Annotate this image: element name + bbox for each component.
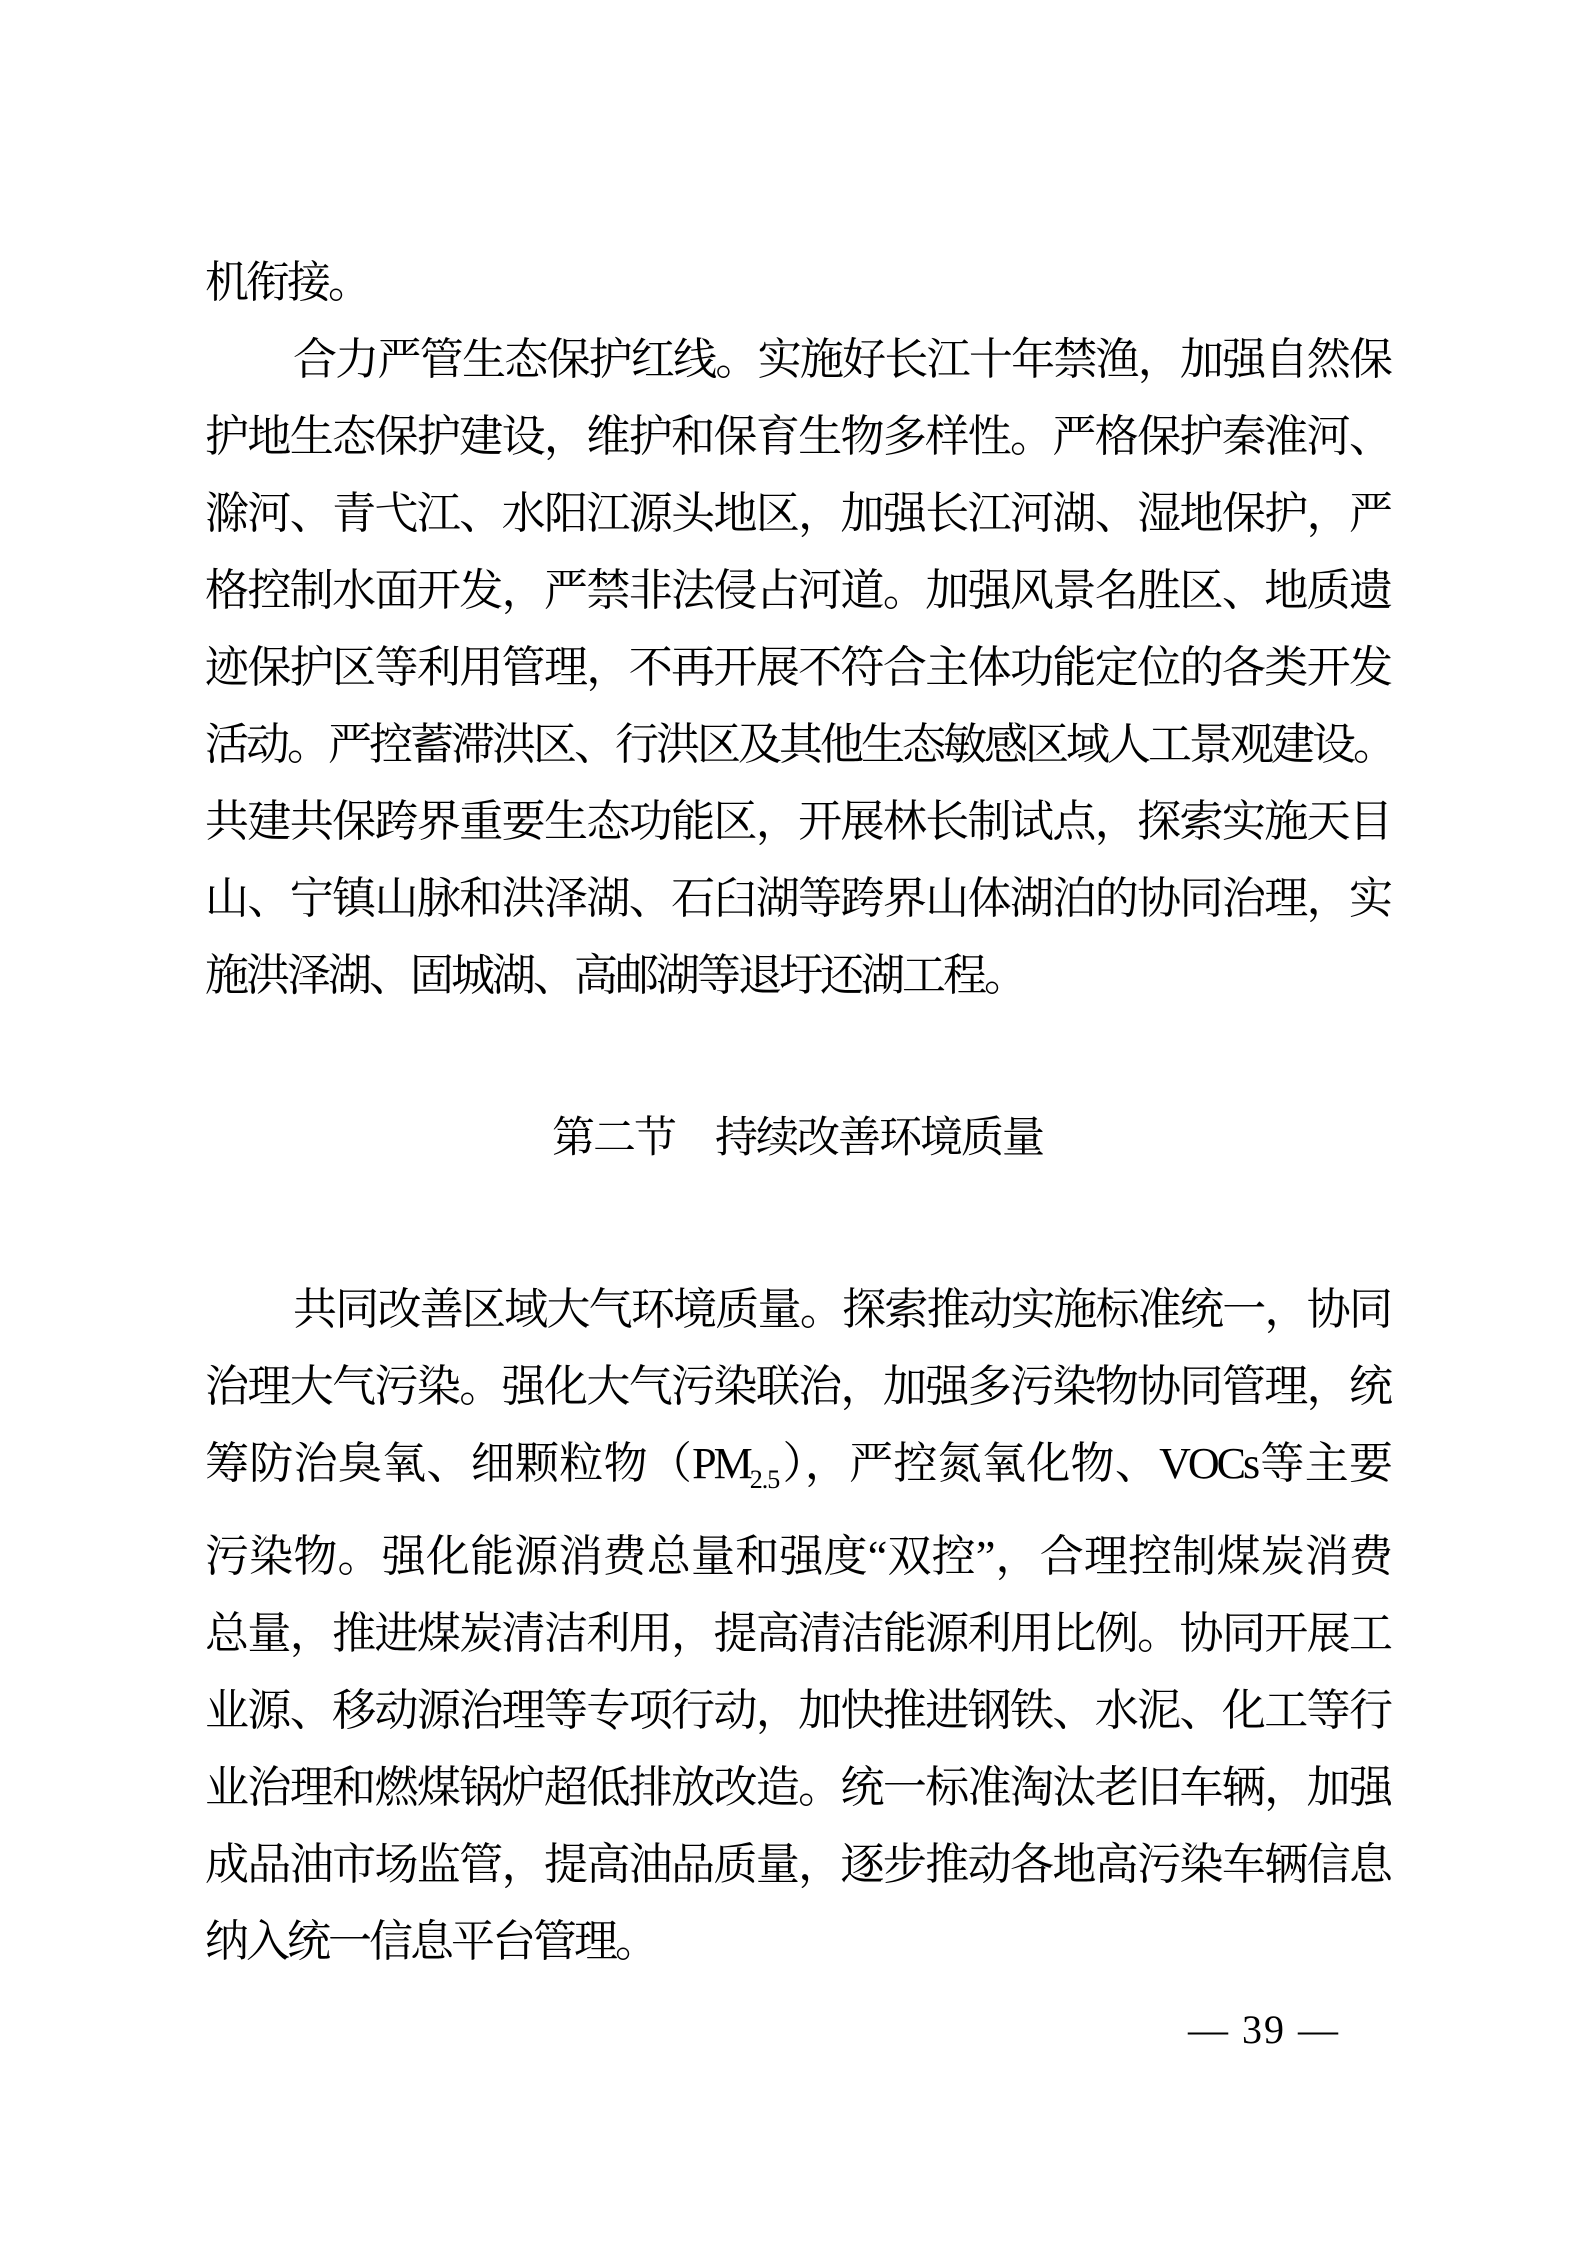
section-number: 第二节: [552, 1115, 675, 1162]
text-line: 总量，推进煤炭清洁利用，提高清洁能源利用比例。协同开展工: [205, 1609, 1390, 1658]
text-line: 业治理和燃煤锅炉超低排放改造。统一标准淘汰老旧车辆，加强: [205, 1763, 1390, 1812]
text-line: 机衔接。: [205, 258, 369, 307]
text-line: 山、宁镇山脉和洪泽湖、石臼湖等跨界山体湖泊的协同治理，实: [205, 874, 1390, 923]
text-line: 业源、移动源治理等专项行动，加快推进钢铁、水泥、化工等行: [205, 1686, 1390, 1735]
text-line: 滁河、青弋江、水阳江源头地区，加强长江河湖、湿地保护，严: [205, 489, 1390, 538]
text-line: 合力严管生态保护红线。实施好长江十年禁渔，加强自然保: [293, 335, 1390, 384]
page-number: — 39 —: [1188, 2007, 1340, 2052]
text-line: 筹防治臭氧、细颗粒物$(PM_{2.5})$，严控氮氧化物、VOCs等主要: [205, 1439, 1390, 1494]
text-line: 纳入统一信息平台管理。: [205, 1917, 656, 1966]
text-line: 活动。严控蓄滞洪区、行洪区及其他生态敏感区域人工景观建设。: [205, 720, 1394, 769]
text-line: 护地生态保护建设，维护和保育生物多样性。严格保护秦淮河、: [205, 412, 1390, 461]
text-line: 共同改善区域大气环境质量。探索推动实施标准统一，协同: [293, 1285, 1390, 1334]
text-line: 格控制水面开发，严禁非法侵占河道。加强风景名胜区、地质遗: [205, 566, 1390, 615]
text-line: 成品油市场监管，提高油品质量，逐步推动各地高污染车辆信息: [205, 1840, 1390, 1889]
text-line: 治理大气污染。强化大气污染联治，加强多污染物协同管理，统: [205, 1362, 1390, 1411]
text-line: 污染物。强化能源消费总量和强度“双控”，合理控制煤炭消费: [205, 1532, 1390, 1581]
text-line: 施洪泽湖、固城湖、高邮湖等退圩还湖工程。: [205, 951, 1025, 1000]
paragraph-block-1: [205, 244, 1394, 1014]
page-footer: [205, 2002, 1390, 2058]
text-line: 迹保护区等利用管理，不再开展不符合主体功能定位的各类开发: [205, 643, 1390, 692]
section-heading: [205, 1100, 1390, 1178]
text-line: 共建共保跨界重要生态功能区，开展林长制试点，探索实施天目: [205, 797, 1390, 846]
paragraph-block-2: [205, 1271, 1390, 1980]
section-title: 持续改善环境质量: [715, 1115, 1043, 1162]
